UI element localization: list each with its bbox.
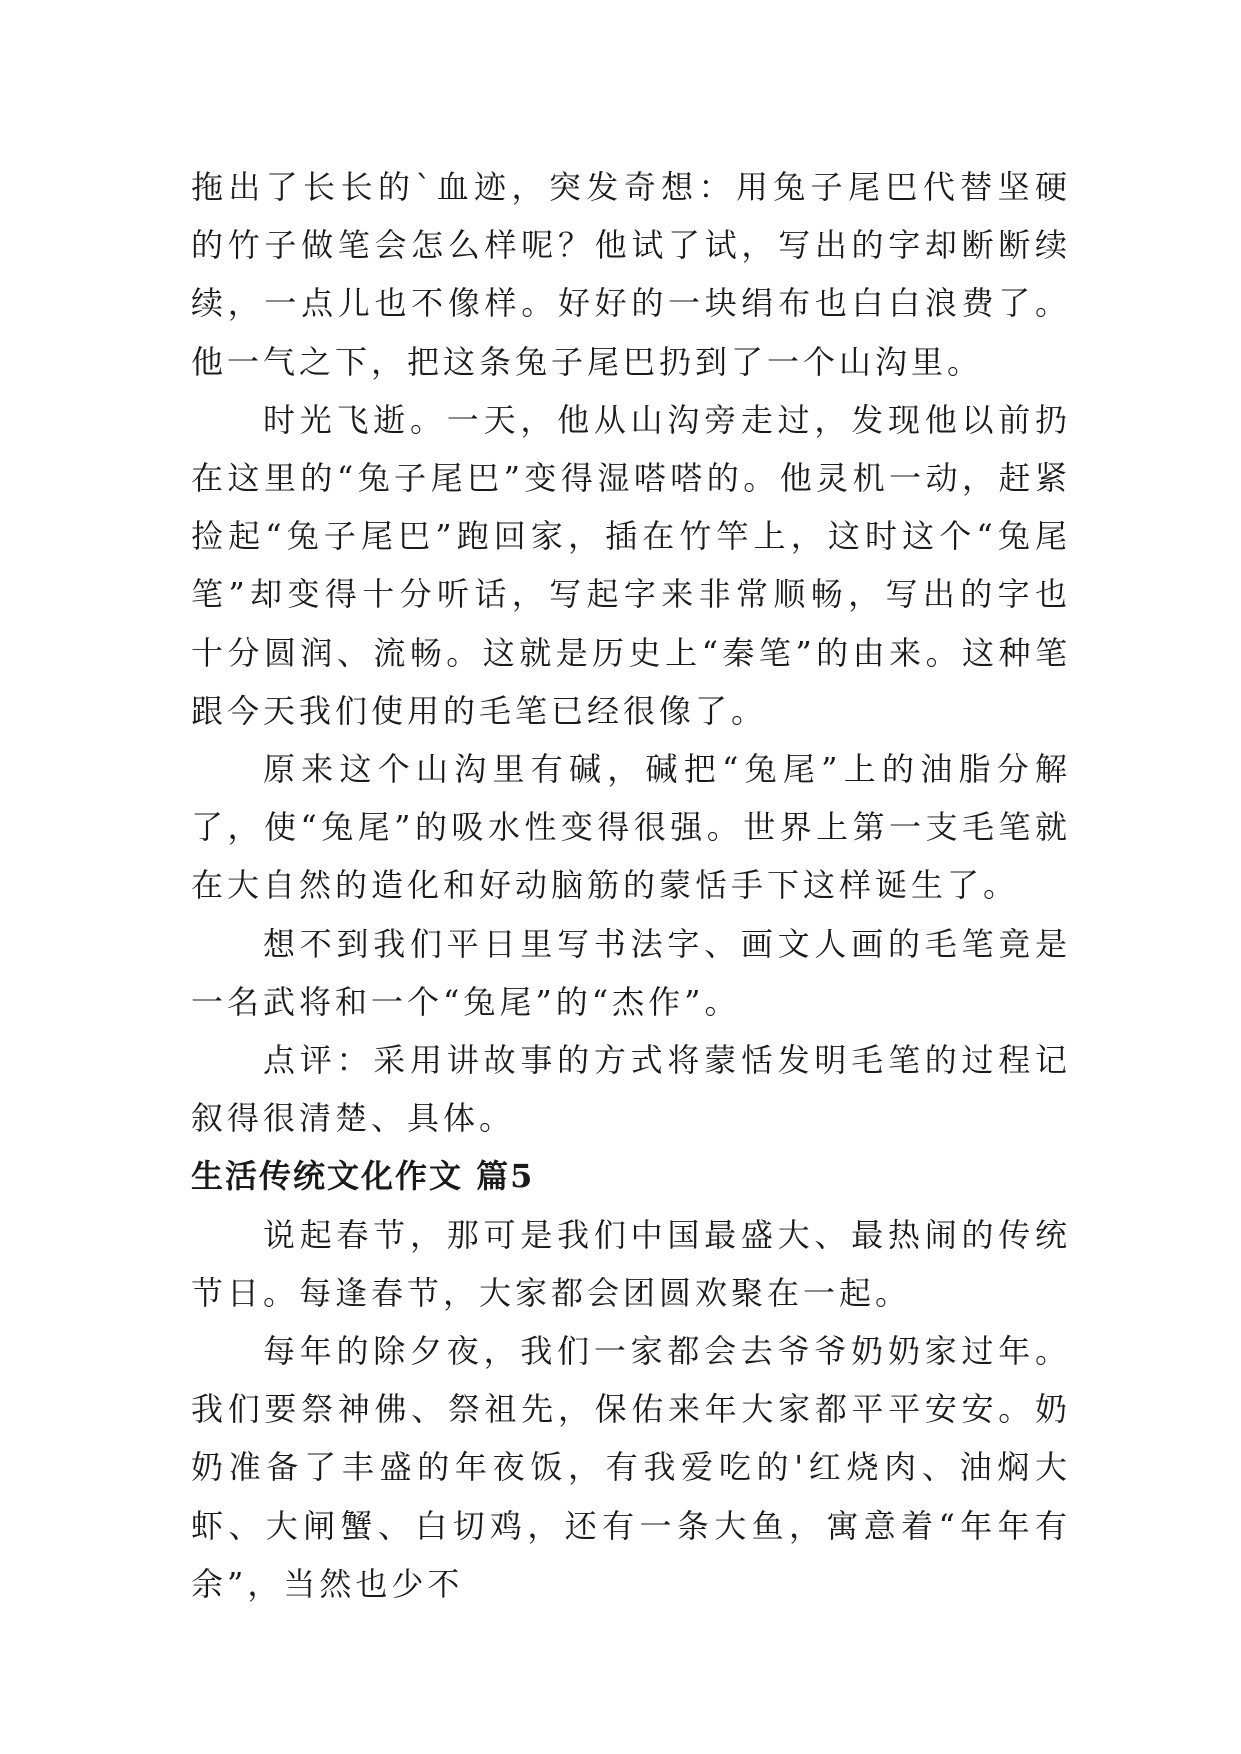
document-body bbox=[191, 158, 1071, 1613]
paragraph-4: 想不到我们平日里写书法字、画文人画的毛笔竟是一名武将和一个“兔尾”的“杰作”。 bbox=[191, 924, 1071, 1021]
paragraph-5: 点评：采用讲故事的方式将蒙恬发明毛笔的过程记叙得很清楚、具体。 bbox=[191, 1041, 1071, 1138]
paragraph-3: 原来这个山沟里有碱，碱把“兔尾”上的油脂分解了，使“兔尾”的吸水性变得很强。世界上第一支毛笔就在大自然的造化和好动脑筋的蒙恬手下这样诞生了。 bbox=[191, 750, 1071, 905]
paragraph-1: 拖出了长长的`血迹，突发奇想：用兔子尾巴代替坚硬的竹子做笔会怎么样呢？他试了试，写出的字却断断续续，一点儿也不像样。好好的一块绢布也白白浪费了。他一气之下，把这条兔子尾巴扔到了一个山沟里。 bbox=[191, 168, 1071, 381]
section-heading: 生活传统文化作文 篇5 bbox=[191, 1157, 535, 1196]
paragraph-7: 每年的除夕夜，我们一家都会去爷爷奶奶家过年。我们要祭神佛、祭祖先，保佑来年大家都平平安安。奶奶准备了丰盛的年夜饭，有我爱吃的'红烧肉、油焖大虾、大闸蟹、白切鸡，还有一条大鱼，寓意着“年年有余”，当然也少不 bbox=[191, 1332, 1071, 1603]
paragraph-6: 说起春节，那可是我们中国最盛大、最热闹的传统节日。每逢春节，大家都会团圆欢聚在一起。 bbox=[191, 1215, 1071, 1312]
paragraph-2: 时光飞逝。一天，他从山沟旁走过，发现他以前扔在这里的“兔子尾巴”变得湿嗒嗒的。他灵机一动，赶紧捡起“兔子尾巴”跑回家，插在竹竿上，这时这个“兔尾笔”却变得十分听话，写起字来非常顺畅，写出的字也十分圆润、流畅。这就是历史上“秦笔”的由来。这种笔跟今天我们使用的毛笔已经很像了。 bbox=[191, 400, 1071, 730]
